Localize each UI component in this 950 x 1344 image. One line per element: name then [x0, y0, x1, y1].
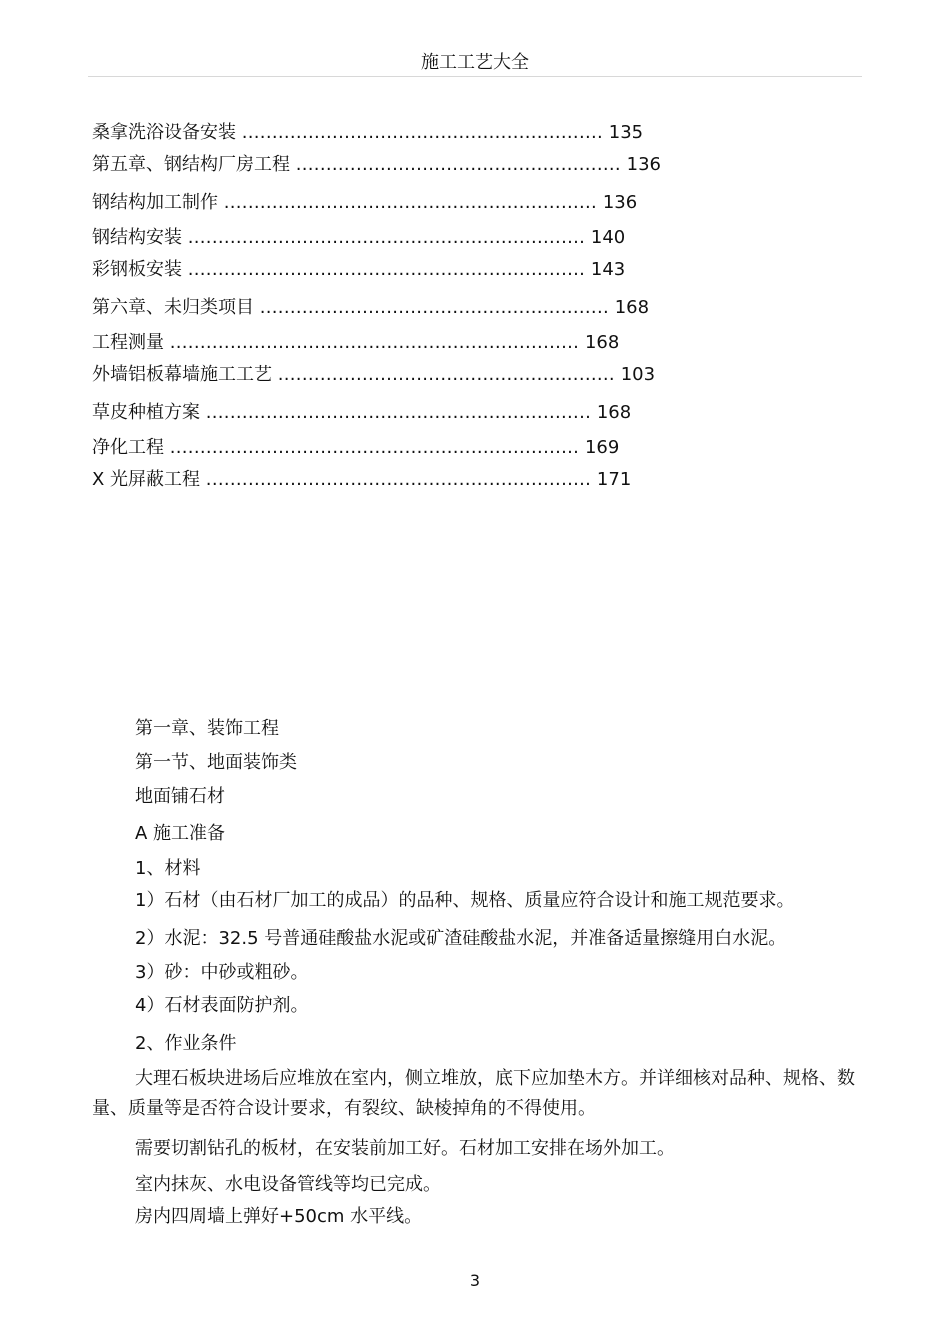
chapter-heading: 第一章、装饰工程	[135, 718, 279, 739]
condition-item: 需要切割钻孔的板材，在安装前加工好。石材加工安排在场外加工。	[135, 1138, 675, 1159]
toc-page-number: 140	[590, 227, 626, 248]
toc-entry-title: 彩钢板安装	[92, 259, 182, 280]
toc-leader: ..............................................................	[223, 192, 598, 213]
toc-entry[interactable]	[92, 259, 625, 281]
toc-entry[interactable]	[92, 332, 619, 354]
toc-leader: ................................................................	[205, 469, 592, 490]
page-number: 3	[469, 1271, 481, 1290]
toc-page-number: 168	[596, 402, 632, 423]
toc-page-number: 168	[614, 297, 650, 318]
condition-item: 房内四周墙上弹好+50cm 水平线。	[135, 1206, 423, 1227]
condition-item: 室内抹灰、水电设备管线等均已完成。	[135, 1174, 441, 1195]
materials-item: 3）砂：中砂或粗砂。	[135, 962, 309, 983]
toc-page-number: 169	[584, 437, 620, 458]
toc-leader: ....................................................................	[169, 332, 580, 353]
toc-entry[interactable]	[92, 297, 649, 319]
toc-entry[interactable]	[92, 402, 631, 424]
toc-entry[interactable]	[92, 469, 631, 491]
page-header	[88, 48, 862, 77]
section-heading: 第一节、地面装饰类	[135, 752, 297, 773]
materials-item: 4）石材表面防护剂。	[135, 995, 309, 1016]
toc-entry-title: 钢结构加工制作	[92, 192, 218, 213]
toc-leader: ..................................................................	[187, 259, 586, 280]
toc-leader: ................................................................	[205, 402, 592, 423]
toc-page-number: 136	[626, 154, 661, 175]
toc-entry[interactable]	[92, 227, 625, 249]
toc-entry[interactable]	[92, 192, 637, 214]
materials-item: 1）石材（由石材厂加工的成品）的品种、规格、质量应符合设计和施工规范要求。	[135, 890, 795, 911]
toc-page-number: 168	[584, 332, 620, 353]
toc-page-number: 171	[596, 469, 632, 490]
toc-entry-title: 工程测量	[92, 332, 164, 353]
toc-leader: ......................................................	[295, 154, 621, 175]
toc-entry-title: X 光屏蔽工程	[92, 469, 201, 490]
toc-page-number: 143	[590, 259, 626, 280]
toc-entry-title: 外墙铝板幕墙施工工艺	[92, 364, 272, 385]
materials-heading: 1、材料	[135, 858, 201, 879]
toc-entry-title: 第六章、未归类项目	[92, 297, 254, 318]
toc-leader: ....................................................................	[169, 437, 580, 458]
toc-leader: ............................................................	[241, 122, 604, 143]
toc-entry-title: 钢结构安装	[92, 227, 182, 248]
toc-entry[interactable]	[92, 122, 643, 144]
toc-entry[interactable]	[92, 154, 661, 176]
toc-entry-title: 净化工程	[92, 437, 164, 458]
toc-entry-title: 草皮种植方案	[92, 402, 200, 423]
toc-leader: ..................................................................	[187, 227, 586, 248]
toc-entry[interactable]	[92, 364, 655, 386]
toc-entry-title: 第五章、钢结构厂房工程	[92, 154, 290, 175]
toc-page-number: 136	[602, 192, 638, 213]
conditions-heading: 2、作业条件	[135, 1033, 237, 1054]
toc-entry-title: 桑拿洗浴设备安装	[92, 122, 236, 143]
part-heading: A 施工准备	[135, 823, 226, 844]
toc-page-number: 135	[608, 122, 644, 143]
toc-page-number: 103	[620, 364, 656, 385]
materials-item: 2）水泥：32.5 号普通硅酸盐水泥或矿渣硅酸盐水泥，并准备适量擦缝用白水泥。	[135, 928, 787, 949]
toc-leader: ..........................................................	[259, 297, 609, 318]
toc-leader: ........................................................	[277, 364, 615, 385]
header-title: 施工工艺大全	[421, 52, 529, 73]
subsection-heading: 地面铺石材	[135, 786, 225, 807]
toc-entry[interactable]	[92, 437, 619, 459]
body-paragraph: 大理石板块进场后应堆放在室内，侧立堆放，底下应加垫木方。并详细核对品种、规格、数量、质量等是否符合设计要求，有裂纹、缺棱掉角的不得使用。	[92, 1068, 855, 1119]
